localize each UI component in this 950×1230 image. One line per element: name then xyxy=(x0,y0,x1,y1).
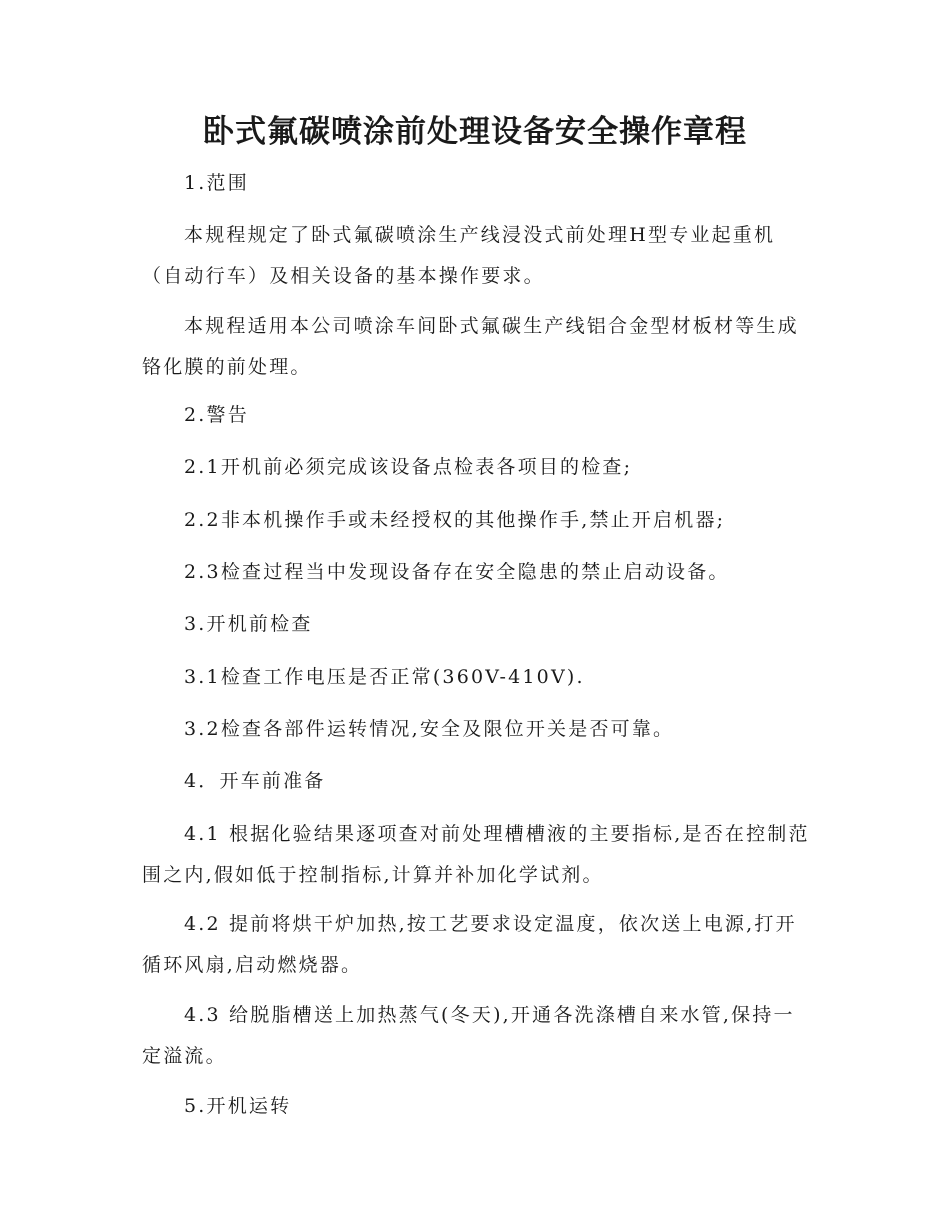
section-2-item-1: 2.1开机前必须完成该设备点检表各项目的检查; xyxy=(184,456,633,478)
section-5-heading: 5.开机运转 xyxy=(184,1095,292,1117)
section-4-heading: 4．开车前准备 xyxy=(184,770,326,792)
document-title: 卧式氟碳喷涂前处理设备安全操作章程 xyxy=(203,114,747,150)
section-4-item-3: 4.3 给脱脂槽送上加热蒸气(冬天),开通各洗涤槽自来水管,保持一定溢流。 xyxy=(142,1004,795,1067)
section-2-item-3: 2.3检查过程当中发现设备存在安全隐患的禁止启动设备。 xyxy=(184,561,730,583)
section-1-paragraph-2: 本规程适用本公司喷涂车间卧式氟碳生产线铝合金型材板材等生成铬化膜的前处理。 xyxy=(142,315,799,378)
section-3-heading: 3.开机前检查 xyxy=(184,613,313,635)
section-2-item-2: 2.2非本机操作手或未经授权的其他操作手,禁止开启机器; xyxy=(184,509,726,531)
section-4-item-2: 4.2 提前将烘干炉加热,按工艺要求设定温度，依次送上电源,打开循环风扇,启动燃烧器。 xyxy=(142,913,797,976)
section-2-heading: 2.警告 xyxy=(184,404,249,426)
section-3-item-2: 3.2检查各部件运转情况,安全及限位开关是否可靠。 xyxy=(184,718,675,740)
section-1-heading: 1.范围 xyxy=(184,172,249,194)
section-3-item-1: 3.1检查工作电压是否正常(360V-410V). xyxy=(184,666,585,688)
section-4-item-1: 4.1 根据化验结果逐项查对前处理槽槽液的主要指标,是否在控制范围之内,假如低于控制指标,计算并补加化学试剂。 xyxy=(142,823,810,886)
section-1-paragraph-1: 本规程规定了卧式氟碳喷涂生产线浸没式前处理H型专业起重机（自动行车）及相关设备的基本操作要求。 xyxy=(142,224,776,287)
